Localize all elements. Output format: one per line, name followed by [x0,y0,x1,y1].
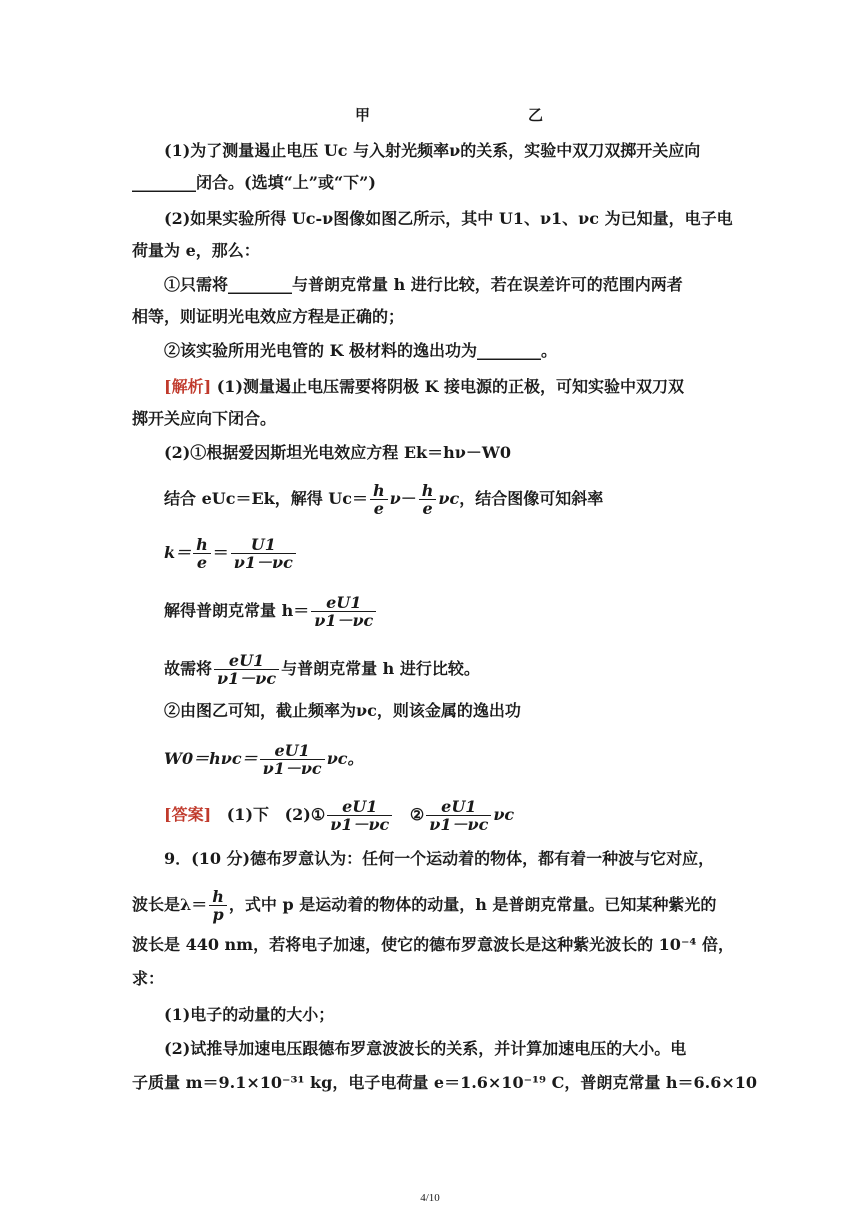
fraction-denominator: p [212,905,224,924]
fraction-numerator: h [193,536,211,554]
answer-part3-post: νc [493,805,515,824]
fraction-eu1-over-den-2 [214,652,279,687]
fraction-numerator: h [370,482,388,500]
answer-part1: (1)下 [226,805,270,824]
q9-line7: 子质量 m＝9.1×10⁻³¹ kg，电子电荷量 e＝1.6×10⁻¹⁹ C，普朗克常量 h＝6.6×10 [132,1073,758,1092]
q8-part3-line2: 相等，则证明光电效应方程是正确的； [132,307,405,326]
fraction-denominator: ν1－νc [314,611,374,630]
q8-part2-line1: (2)如果实验所得 Uc-ν图像如图乙所示，其中 U1、ν1、νc 为已知量，电子电 [164,209,733,228]
fraction-eu1-over-den-3 [260,742,325,777]
q9-line2 [132,888,732,923]
q8-part4: ②该实验所用光电管的 K 极材料的逸出功为________。 [164,341,558,360]
answer-fraction-1 [327,798,392,833]
fraction-numerator: eU1 [260,742,325,760]
q9-line4: 求： [132,969,165,988]
fraction-numerator: U1 [231,536,296,554]
analysis-line9-post: νc。 [326,749,364,768]
fraction-eu1-over-den [311,594,376,629]
fraction-h-over-e [370,482,388,517]
fraction-h-over-e-2 [419,482,437,517]
fraction-numerator: h [209,888,227,906]
fraction-denominator: ν1－νc [217,669,277,688]
fraction-h-over-e-3 [193,536,211,571]
symbol-nuc: νc [438,489,460,508]
fraction-denominator: e [373,499,384,518]
figure-caption-jia: 甲 [355,106,371,124]
answer-fraction-2 [426,798,491,833]
q9-line2-post: ，式中 p 是运动着的物体的动量，h 是普朗克常量。已知某种紫光的 [228,895,717,914]
analysis-line3: (2)①根据爱因斯坦光电效应方程 Ek＝hν－W0 [164,443,511,462]
analysis-line1 [164,376,764,398]
analysis-slope-line [164,536,764,571]
fraction-denominator: ν1－νc [262,759,322,778]
fraction-denominator: ν1－νc [330,815,390,834]
fraction-numerator: eU1 [214,652,279,670]
analysis-tag: [解析] [164,377,212,396]
figure-caption-yi: 乙 [528,106,544,124]
symbol-nu: ν [389,489,401,508]
slope-k: k＝ [164,543,192,562]
analysis-line6-pre: 解得普朗克常量 h＝ [164,601,310,620]
fraction-denominator: e [422,499,433,518]
equals-sign: ＝ [212,543,229,562]
symbol-minus: － [400,489,417,508]
page-number: 4/10 [420,1192,440,1204]
analysis-workfunction-line [164,742,764,777]
analysis-planck-line [164,594,764,629]
analysis-line4 [164,482,764,517]
analysis-line2: 掷开关应向下闭合。 [132,409,277,428]
analysis-line7-pre: 故需将 [164,659,213,678]
fraction-numerator: eU1 [327,798,392,816]
fraction-u1-over-den [231,536,296,571]
fraction-numerator: eU1 [426,798,491,816]
answer-line [164,798,764,833]
q8-part2-line2: 荷量为 e，那么： [132,241,260,260]
fraction-denominator: ν1－νc [233,553,293,572]
analysis-text-1: (1)测量遏止电压需要将阴极 K 接电源的正极，可知实验中双刀双 [216,377,685,396]
fraction-denominator: e [196,553,207,572]
q9-line3: 波长是 440 nm，若将电子加速，使它的德布罗意波长是这种紫光波长的 10⁻⁴ 倍， [132,935,734,954]
analysis-line9-pre: W0＝hνc＝ [164,749,258,768]
q9-line1: 9．(10 分)德布罗意认为：任何一个运动着的物体，都有着一种波与它对应， [164,849,715,868]
answer-part2: (2)① [284,805,326,824]
analysis-line4-pre: 结合 eUc＝Ek，解得 Uc＝ [164,489,368,508]
q9-line2-pre: 波长是λ＝ [132,895,208,914]
q8-part3-line1: ①只需将________与普朗克常量 h 进行比较，若在误差许可的范围内两者 [164,275,683,294]
answer-part3: ② [409,805,425,824]
q8-part1-line1: (1)为了测量遏止电压 Uc 与入射光频率ν的关系，实验中双刀双掷开关应向 [164,141,701,160]
q8-part1-line2: ________闭合。(选填“上”或“下”) [132,173,376,192]
fraction-denominator: ν1－νc [429,815,489,834]
analysis-line8: ②由图乙可知，截止频率为νc，则该金属的逸出功 [164,701,521,720]
analysis-line7-post: 与普朗克常量 h 进行比较。 [281,659,480,678]
answer-tag: [答案] [164,805,212,824]
fraction-numerator: h [419,482,437,500]
q9-line5: (1)电子的动量的大小； [164,1005,335,1024]
fraction-numerator: eU1 [311,594,376,612]
q9-line6: (2)试推导加速电压跟德布罗意波波长的关系，并计算加速电压的大小。电 [164,1039,687,1058]
analysis-compare-line [164,652,764,687]
fraction-h-over-p [209,888,227,923]
analysis-line4-post: ，结合图像可知斜率 [459,489,604,508]
